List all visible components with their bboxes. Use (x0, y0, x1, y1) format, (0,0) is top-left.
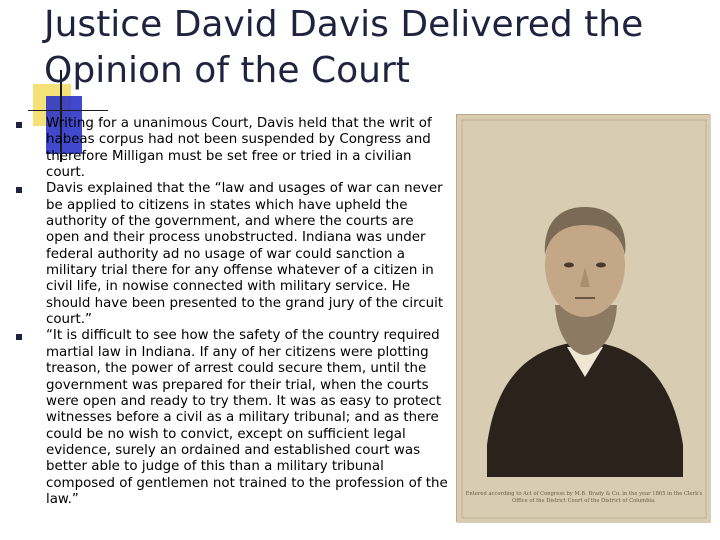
bullet-item (12, 328, 450, 508)
bullet-text: Davis explained that the “law and usages of war can never be applied to citizens in states which have upheld the authority of the government, and where the courts are open and their process unobstructed. Indiana was under federal authority ad no usage of war could sanction a military trial there for any offense whatever of a citizen in civil life, in nowise connected with military service. He should have been presented to the grand jury of the circuit court.” (46, 181, 444, 328)
portrait-photo (456, 114, 710, 522)
bullet-item (12, 116, 450, 181)
portrait-image (457, 115, 711, 523)
bullet-square-icon (16, 334, 22, 340)
bullet-list (12, 116, 450, 508)
bullet-square-icon (16, 187, 22, 193)
bullet-square-icon (16, 122, 22, 128)
bullet-text: “It is difficult to see how the safety of the country required martial law in Indiana. If any of her citizens were plotting treason, the power of arrest could secure them, until the government was prepared for their trial, when the courts were open and ready to try them. It was as easy to protect witnesses before a civil as a military tribunal; and as there could be no wish to convict, except on sufficient legal evidence, surely an ordained and established court was better able to judge of this than a military tribunal composed of gentlemen not trained to the profession of the law.” (46, 328, 448, 507)
bullet-item (12, 181, 450, 328)
decor-horizontal-line (28, 110, 108, 111)
bullet-text: Writing for a unanimous Court, Davis held that the writ of habeas corpus had not been suspended by Congress and therefore Milligan must be set free or tried in a civilian court. (46, 116, 432, 181)
portrait-caption: Entered according to Act of Congress by M.B. Brady & Co. in the year 1865 in the Clerk's Office of the District Court of the District of Columbia. (465, 491, 703, 504)
slide-title: Justice David Davis Delivered the Opinion of the Court (44, 4, 644, 91)
